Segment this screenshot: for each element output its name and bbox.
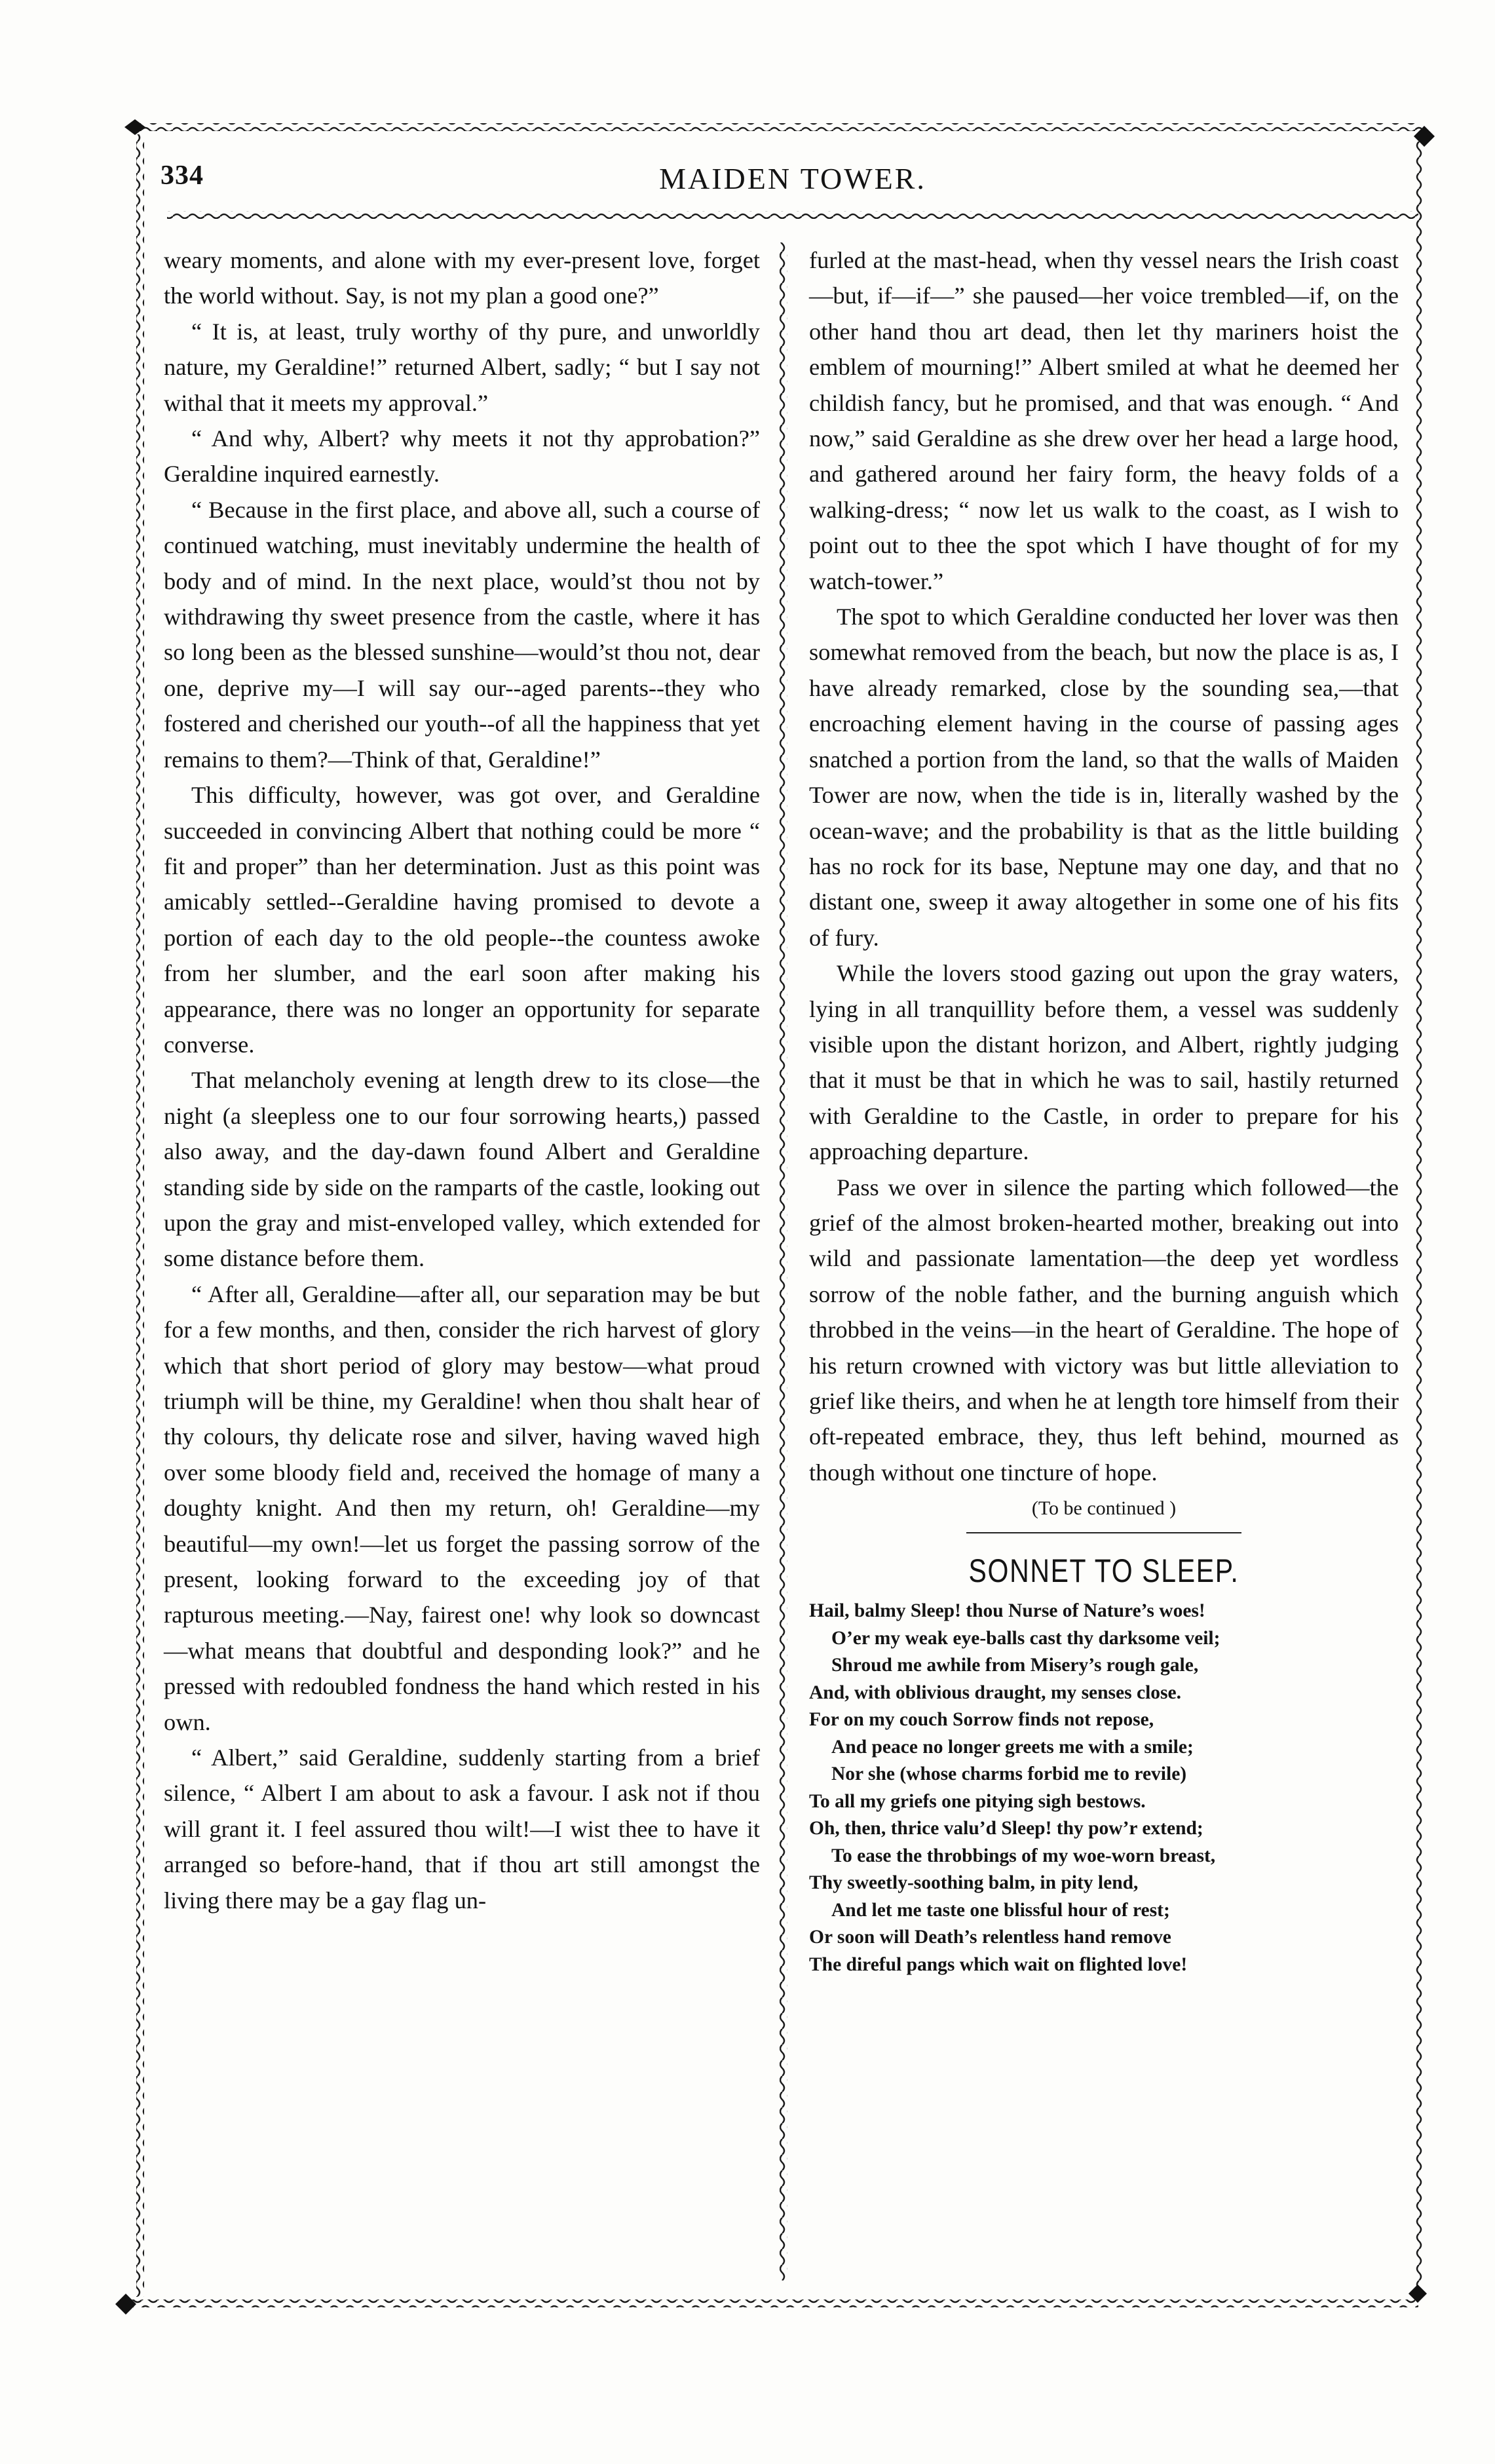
sonnet-line: Or soon will Death’s relentless hand remove bbox=[809, 1927, 1171, 1948]
sonnet-body bbox=[809, 1598, 1399, 1978]
corner-ornament-top-left bbox=[124, 119, 145, 135]
page-header bbox=[161, 155, 1425, 207]
paragraph: This difficulty, however, was got over, and Geraldine succeeded in convincing Albert that nothing could be more “ fit and proper” than her determination. Just as this point was amicably settled--Geraldine having promised to devote a portion of each day to the old people--the countess awoke from her slumber, and the earl soon after making his appearance, there was no longer an opportunity for separate converse. bbox=[164, 782, 760, 1058]
text-columns bbox=[164, 242, 1422, 2084]
paragraph: That melancholy evening at length drew to its close—the night (a sleepless one to our four sorrowing hearts,) passed also away, and the day-dawn found Albert and Geraldine standing side by side on the ramparts of the castle, looking out upon the gray and mist-enveloped valley, which extended for some distance before them. bbox=[164, 1067, 760, 1272]
paragraph: furled at the mast-head, when thy vessel nears the Irish coast—but, if—if—” she paused—her voice trembled—if, on the other hand thou art dead, then let thy mariners hoist the emblem of mourning!” Albert smiled at what he deemed her childish fancy, but he promised, and that was enough. “ And now,” said Geraldine as she drew over her head a large hood, and gathered around her fairy form, the heavy folds of a walking-dress; “ now let us walk to the coast, as I wish to point out to thee the spot which I have thought of for my watch-tower.” bbox=[809, 247, 1399, 594]
paragraph: “ And why, Albert? why meets it not thy approbation?” Geraldine inquired earnestly. bbox=[164, 425, 760, 488]
paragraph: While the lovers stood gazing out upon the gray waters, lying in all tranquillity before them, a vessel was suddenly visible upon the distant horizon, and Albert, rightly judging that it must be that in which he was to sail, hastily returned with Geraldine to the Castle, in order to prepare for his approaching departure. bbox=[809, 960, 1399, 1165]
paragraph: weary moments, and alone with my ever-present love, forget the world without. Say, is not my plan a good one?” bbox=[164, 247, 760, 309]
sonnet-line: Thy sweetly-soothing balm, in pity lend, bbox=[809, 1872, 1139, 1894]
running-title: MAIDEN TOWER. bbox=[659, 162, 926, 195]
paragraph: Pass we over in silence the parting which followed—the grief of the almost broken-hearted mother, breaking out into wild and passionate lamentation—the deep yet wordless sorrow of the noble father, and the burning anguish which throbbed in the veins—in the heart of Geraldine. The hope of his return crowned with victory was but little alleviation to grief like theirs, and when he at length tore himself from their oft-repeated embrace, they, thus left behind, mourned as though without one tincture of hope. bbox=[809, 1174, 1399, 1486]
page-number: 334 bbox=[161, 161, 204, 191]
sonnet-title: SONNET TO SLEEP. bbox=[968, 1552, 1240, 1590]
paragraph: “ After all, Geraldine—after all, our separation may be but for a few months, and then, consider the rich harvest of glory which that short period of glory may bestow—what proud triumph will be thine, my Geraldine! when thou shalt hear of thy colours, thy delicate rose and silver, having waved high over some bloody field and, received the homage of many a doughty knight. And then my return, oh! Geraldine—my beautiful—my own!—let us forget the passing sorrow of the present, looking forward to the exceeding joy of that rapturous meeting.—Nay, fairest one! why look so downcast—what means that doubtful and desponding look?” and he pressed with redoubled fondness the hand which rested in his own. bbox=[164, 1280, 760, 1735]
right-column bbox=[809, 242, 1399, 1978]
paragraph: “ It is, at least, truly worthy of thy pure, and unworldly nature, my Geraldine!” returned Albert, sadly; “ but I say not withal that it meets my approval.” bbox=[164, 318, 760, 416]
sonnet-line: To ease the throbbings of my woe-worn breast, bbox=[831, 1845, 1216, 1866]
sonnet-line: The direful pangs which wait on flighted love! bbox=[809, 1954, 1188, 1975]
bottom-border-line bbox=[124, 2300, 1418, 2307]
to-be-continued-note: (To be continued ) bbox=[1031, 1497, 1177, 1520]
sonnet-line: Shroud me awhile from Misery’s rough gale, bbox=[831, 1655, 1199, 1676]
sonnet-line: Hail, balmy Sleep! thou Nurse of Nature’s woes! bbox=[809, 1600, 1205, 1622]
paragraph: The spot to which Geraldine conducted her lover was then somewhat removed from the beach, but now the place is as, I have already remarked, close by the sounding sea,—that encroaching element having in the course of passing ages snatched a portion from the land, so that the walls of Maiden Tower are now, when the tide is in, literally washed by the ocean-wave; and the probability is that as the little building has no rock for its base, Neptune may one day, and that no distant one, sweep it away altogether in some one of his fits of fury. bbox=[809, 604, 1399, 951]
header-rule bbox=[167, 211, 1418, 219]
sonnet-line: To all my griefs one pitying sigh bestows. bbox=[809, 1790, 1146, 1812]
left-border-line bbox=[136, 134, 144, 2297]
paragraph: “ Albert,” said Geraldine, suddenly starting from a brief silence, “ Albert I am about to ask a favour. I ask not if thou will grant it. I feel assured thou wilt!—I wist thee to have it arranged so before-hand, that if thou art still amongst the living there may be a gay flag un- bbox=[164, 1744, 760, 1914]
sonnet-line: Oh, then, thrice valu’d Sleep! thy pow’r extend; bbox=[809, 1818, 1203, 1839]
sonnet-line: And let me taste one blissful hour of rest; bbox=[831, 1899, 1170, 1921]
sonnet-line: And, with oblivious draught, my senses close. bbox=[809, 1682, 1181, 1703]
corner-ornament-bottom-left bbox=[115, 2294, 136, 2315]
top-border-line bbox=[131, 123, 1422, 131]
sonnet-line: And peace no longer greets me with a smile; bbox=[831, 1736, 1194, 1758]
sonnet-line: O’er my weak eye-balls cast thy darksome veil; bbox=[831, 1627, 1221, 1649]
paragraph: “ Because in the first place, and above all, such a course of continued watching, must inevitably undermine the health of body and of mind. In the next place, would’st thou not by withdrawing thy sweet presence from the castle, where it has so long been as the blessed sunshine—would’st thou not, dear one, deprive my—I will say our--aged parents--they who fostered and cherished our youth--of all the happiness that yet remains to them?—Think of that, Geraldine!” bbox=[164, 496, 760, 773]
sonnet-line: Nor she (whose charms forbid me to revile) bbox=[831, 1763, 1187, 1785]
sonnet-line: For on my couch Sorrow finds not repose, bbox=[809, 1709, 1154, 1731]
section-rule bbox=[966, 1532, 1241, 1533]
left-column bbox=[164, 242, 760, 1918]
